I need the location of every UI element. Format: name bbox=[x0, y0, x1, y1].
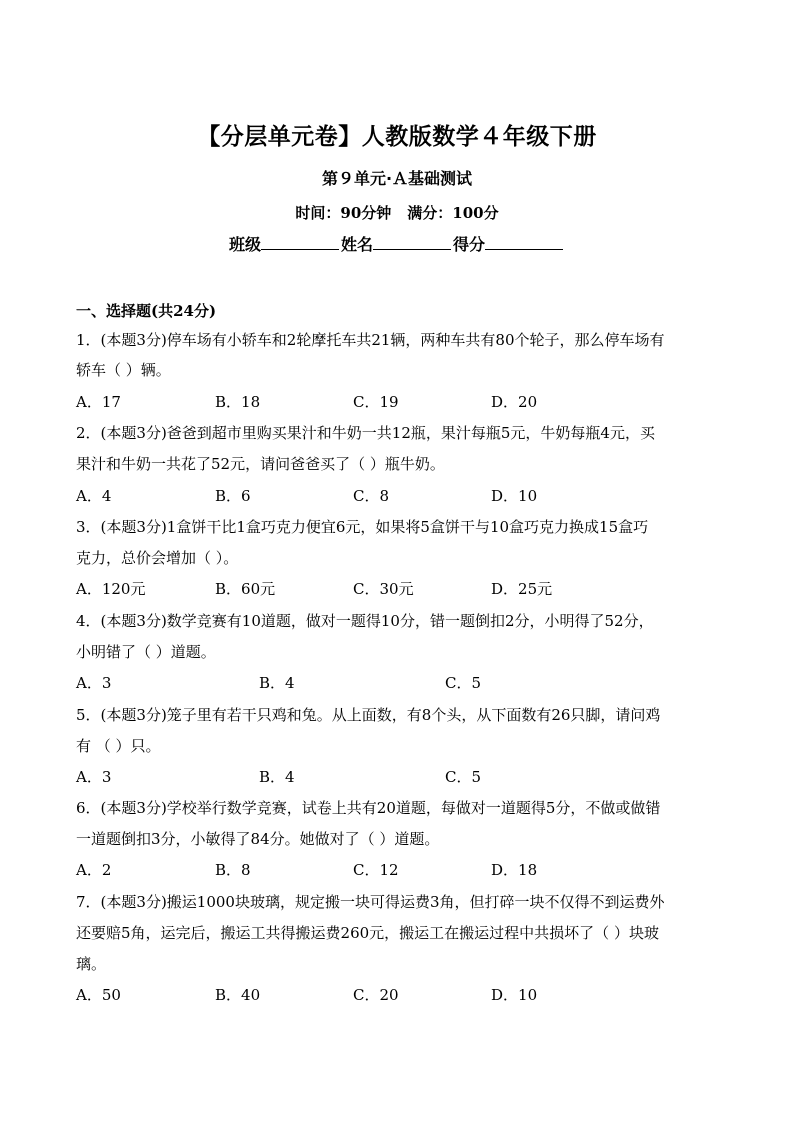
option-a[interactable]: A．50 bbox=[76, 986, 121, 1004]
option-b[interactable]: B．4 bbox=[259, 674, 295, 692]
option-c[interactable]: C．8 bbox=[353, 487, 390, 505]
option-d[interactable]: D．10 bbox=[491, 487, 538, 505]
student-fields bbox=[0, 232, 794, 255]
option-b[interactable]: B．18 bbox=[215, 393, 261, 411]
option-d[interactable]: D．18 bbox=[491, 861, 538, 879]
option-c[interactable]: C．12 bbox=[353, 861, 399, 879]
question-text: 果汁和牛奶一共花了52元，请问爸爸买了（ ）瓶牛奶。 bbox=[76, 455, 445, 473]
question-text: 6．(本题3分)学校举行数学竞赛，试卷上共有20道题，每做对一道题得5分，不做或做错 bbox=[76, 799, 661, 817]
option-c[interactable]: C．5 bbox=[445, 674, 482, 692]
option-a[interactable]: A．120元 bbox=[76, 580, 146, 598]
question-text: 2．(本题3分)爸爸到超市里购买果汁和牛奶一共12瓶，果汁每瓶5元，牛奶每瓶4元，买 bbox=[76, 424, 655, 442]
question-text: 还要赔5角，运完后，搬运工共得搬运费260元，搬运工在搬运过程中共损坏了（ ）块玻 bbox=[76, 924, 659, 942]
time-limit: 时间：90分钟 bbox=[295, 204, 392, 222]
option-a[interactable]: A．4 bbox=[76, 487, 112, 505]
score-blank[interactable] bbox=[485, 233, 563, 250]
question-text: 4．(本题3分)数学竞赛有10道题，做对一题得10分，错一题倒扣2分，小明得了52分， bbox=[76, 612, 654, 630]
option-a[interactable]: A．3 bbox=[76, 674, 112, 692]
option-c[interactable]: C．5 bbox=[445, 768, 482, 786]
exam-subtitle: 第９单元·Ａ基础测试 bbox=[321, 169, 473, 188]
question-text: 一道题倒扣3分，小敏得了84分。她做对了（ ）道题。 bbox=[76, 830, 440, 848]
question-text: 璃。 bbox=[76, 955, 107, 973]
question-text: 5．(本题3分)笼子里有若干只鸡和兔。从上面数，有8个头，从下面数有26只脚，请问鸡 bbox=[76, 706, 661, 724]
option-a[interactable]: A．2 bbox=[76, 861, 112, 879]
question-text: 小明错了（ ）道题。 bbox=[76, 643, 216, 661]
option-b[interactable]: B．60元 bbox=[215, 580, 276, 598]
option-b[interactable]: B．40 bbox=[215, 986, 261, 1004]
option-c[interactable]: C．30元 bbox=[353, 580, 414, 598]
option-a[interactable]: A．3 bbox=[76, 768, 112, 786]
exam-meta bbox=[0, 202, 794, 223]
section-title: 一、选择题(共24分) bbox=[76, 302, 217, 320]
name-label: 姓名 bbox=[340, 235, 373, 254]
class-blank[interactable] bbox=[261, 233, 339, 250]
exam-title: 【分层单元卷】人教版数学４年级下册 bbox=[197, 124, 597, 150]
question-text: 7．(本题3分)搬运1000块玻璃，规定搬一块可得运费3角，但打碎一块不仅得不到运费外 bbox=[76, 893, 665, 911]
score-label: 得分 bbox=[453, 235, 486, 254]
option-b[interactable]: B．8 bbox=[215, 861, 251, 879]
option-d[interactable]: D．25元 bbox=[491, 580, 553, 598]
question-text: 克力，总价会增加（ ）。 bbox=[76, 549, 239, 567]
question-text: 有 （ ）只。 bbox=[76, 737, 161, 755]
option-b[interactable]: B．6 bbox=[215, 487, 251, 505]
option-c[interactable]: C．20 bbox=[353, 986, 399, 1004]
class-label: 班级 bbox=[228, 235, 261, 254]
question-text: 3．(本题3分)1盒饼干比1盒巧克力便宜6元，如果将5盒饼干与10盒巧克力换成15盒巧 bbox=[76, 518, 649, 536]
option-b[interactable]: B．4 bbox=[259, 768, 295, 786]
option-d[interactable]: D．20 bbox=[491, 393, 538, 411]
option-c[interactable]: C．19 bbox=[353, 393, 399, 411]
option-d[interactable]: D．10 bbox=[491, 986, 538, 1004]
option-a[interactable]: A．17 bbox=[76, 393, 121, 411]
question-text: 轿车（ ）辆。 bbox=[76, 361, 171, 379]
question-text: 1．(本题3分)停车场有小轿车和2轮摩托车共21辆，两种车共有80个轮子，那么停车场有 bbox=[76, 331, 665, 349]
name-blank[interactable] bbox=[373, 233, 451, 250]
full-score: 满分：100分 bbox=[407, 204, 499, 222]
